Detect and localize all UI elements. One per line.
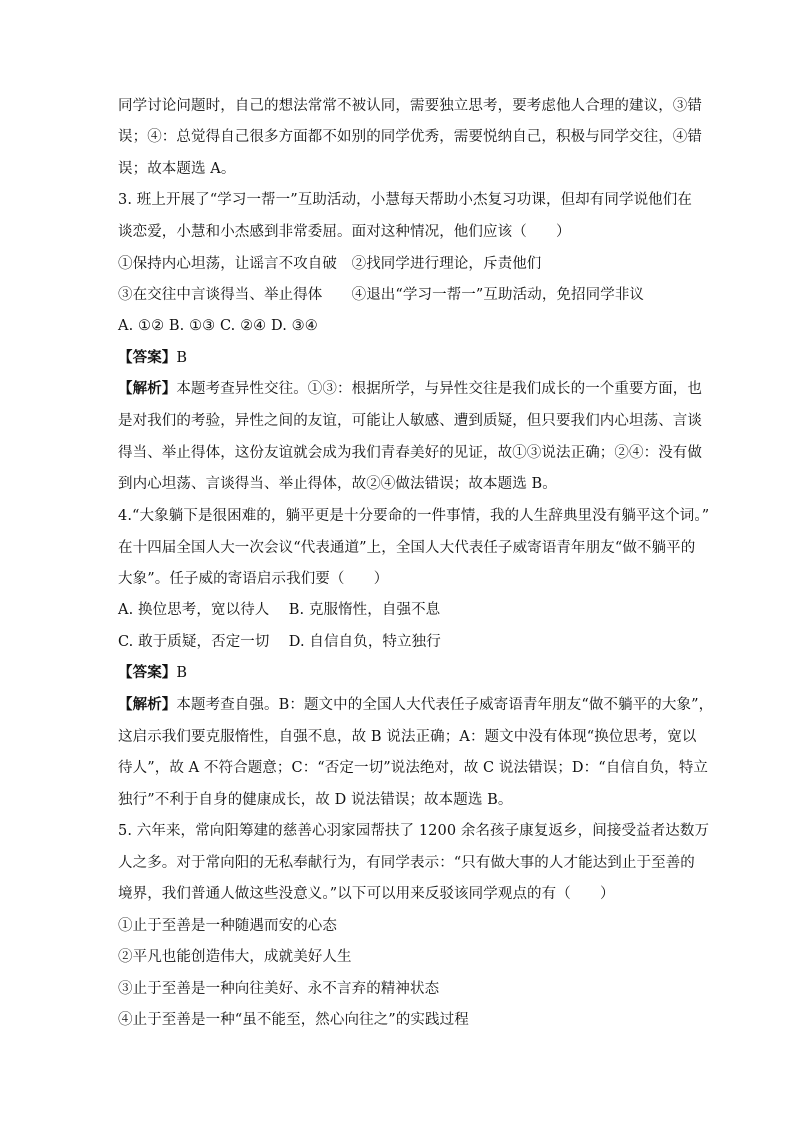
analysis-tag: 【解析】 — [118, 696, 177, 713]
answer-tag: 【答案】 — [118, 349, 177, 366]
text-line: 得当、举止得体，这份友谊就会成为我们青春美好的见证，故①③说法正确；②④：没有做 — [118, 445, 702, 461]
text-line: 人之多。对于常向阳的无私奉献行为，有同学表示：“只有做大事的人才能达到止于至善的 — [118, 855, 695, 871]
text-line: 待人”，故 A 不符合题意；C：“否定一切”说法绝对，故 C 说法错误；D：“自信自负，特立 — [118, 760, 708, 776]
text-line: 谈恋爱，小慧和小杰感到非常委屈。面对这种情况，他们应该（ ） — [118, 224, 571, 240]
text-line: 境界，我们普通人做这些没意义。”以下可以用来反驳该同学观点的有（ ） — [118, 886, 615, 902]
analysis-line: 【解析】本题考查自强。B：题文中的全国人大代表任子威寄语青年朋友“做不躺平的大象”， — [118, 696, 714, 713]
choice-line: A. 换位思考，宽以待人 B. 克服惰性，自强不息 — [118, 602, 441, 618]
analysis-line: 【解析】本题考查异性交往。①③：根据所学，与异性交往是我们成长的一个重要方面，也 — [118, 380, 703, 397]
option-line: ①止于至善是一种随遇而安的心态 — [118, 918, 337, 934]
option-line: ④止于至善是一种“虽不能至，然心向往之”的实践过程 — [118, 1012, 469, 1028]
answer-tag: 【答案】 — [118, 664, 177, 681]
text-line: 独行”不利于自身的健康成长，故 D 说法错误；故本题选 B。 — [118, 792, 513, 808]
question-5-stem: 5. 六年来，常向阳筹建的慈善心羽家园帮扶了 1200 余名孩子康复返乡，间接受益者达数万 — [118, 823, 710, 839]
text-line: 同学讨论问题时，自己的想法常常不被认同，需要独立思考，要考虑他人合理的建议，③错 — [118, 98, 702, 114]
text-line: 是对我们的考验，异性之间的友谊，可能让人敏感、遭到质疑，但只要我们内心坦荡、言谈 — [118, 413, 702, 429]
text-line: 误；故本题选 A。 — [118, 161, 236, 177]
analysis-tag: 【解析】 — [118, 380, 177, 397]
text-line: 大象”。任子威的寄语启示我们要（ ） — [118, 571, 389, 587]
text-line: 在十四届全国人大一次会议“代表通道”上，全国人大代表任子威寄语青年朋友“做不躺平的 — [118, 540, 696, 556]
option-line: ③在交往中言谈得当、举止得体 ④退出“学习一帮一”互助活动，免招同学非议 — [118, 287, 645, 303]
text-line: 这启示我们要克服惰性，自强不息，故 B 说法正确；A：题文中没有体现“换位思考，宽以 — [118, 729, 697, 745]
option-line: ①保持内心坦荡，让谣言不攻自破 ②找同学进行理论，斥责他们 — [118, 256, 542, 272]
question-4-stem: 4.“大象躺下是很困难的，躺平更是十分要命的一件事情，我的人生辞典里没有躺平这个词。” — [118, 508, 710, 524]
question-3-stem: 3. 班上开展了“学习一帮一”互助活动，小慧每天帮助小杰复习功课，但却有同学说他们在 — [118, 192, 692, 208]
answer-line: 【答案】B — [118, 349, 188, 366]
choice-line: C. 敢于质疑，否定一切 D. 自信自负，特立独行 — [118, 634, 441, 650]
answer-line: 【答案】B — [118, 664, 188, 681]
text-line: 误；④：总觉得自己很多方面都不如别的同学优秀，需要悦纳自己，积极与同学交往，④错 — [118, 129, 702, 145]
text-line: 到内心坦荡、言谈得当、举止得体，故②④做法错误；故本题选 B。 — [118, 476, 557, 492]
option-line: ③止于至善是一种向往美好、永不言弃的精神状态 — [118, 981, 440, 997]
choice-line: A. ①② B. ①③ C. ②④ D. ③④ — [118, 318, 318, 334]
option-line: ②平凡也能创造伟大，成就美好人生 — [118, 949, 352, 965]
